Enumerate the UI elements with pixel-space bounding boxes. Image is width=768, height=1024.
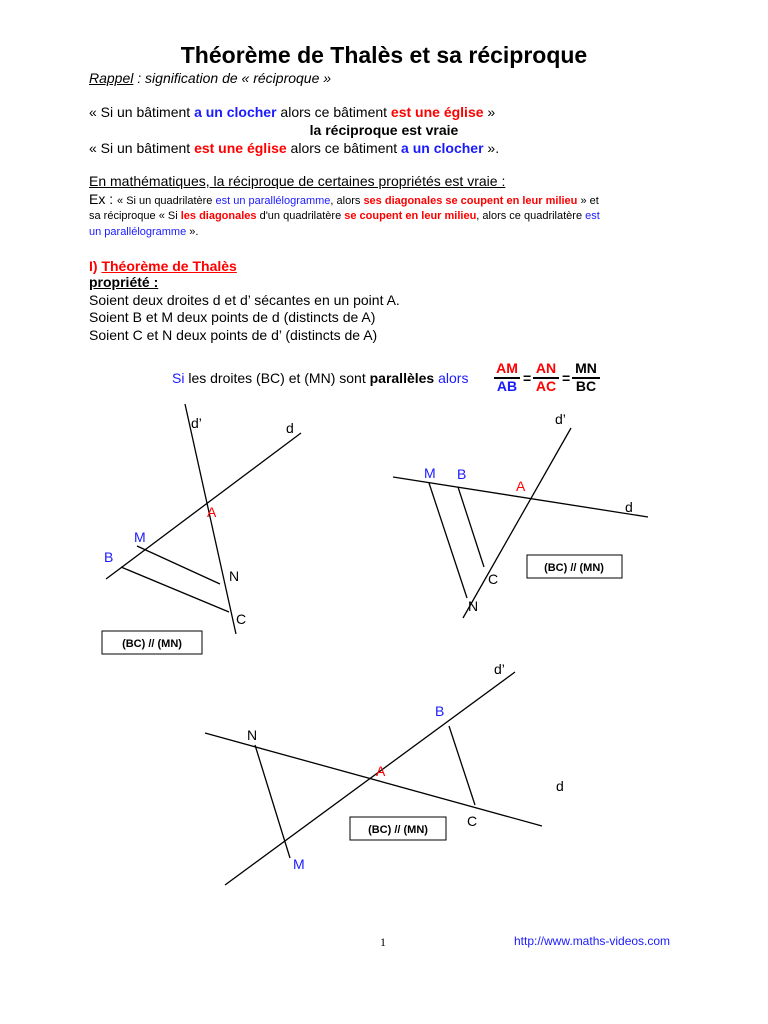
fig1-label-d: d <box>286 420 294 436</box>
fig2-label-b: B <box>457 466 467 482</box>
text-span: , alors ce quadrilatère <box>476 210 586 222</box>
fig1-segment-bc <box>121 567 229 612</box>
fig1-line-d <box>106 433 301 579</box>
highlight-blue: a un clocher <box>194 104 277 120</box>
fig2-label-m: M <box>424 465 436 481</box>
fraction-1-numerator: AM <box>496 360 518 376</box>
fig2-label-a: A <box>516 478 526 494</box>
highlight-red: est une église <box>390 104 484 120</box>
fig3-label-d-prime: d’ <box>494 661 505 677</box>
fig2-label-d: d <box>625 499 633 515</box>
text-span: » <box>483 104 496 120</box>
eglise-verdict: la réciproque est vraie <box>309 122 459 138</box>
fig1-label-a: A <box>207 504 217 520</box>
fraction-3-numerator: MN <box>575 360 597 376</box>
highlight-blue: un parallélogramme <box>89 226 187 238</box>
fig2-segment-mn <box>429 483 467 598</box>
rappel-text: signification de « réciproque » <box>145 70 332 86</box>
fraction-2-numerator: AN <box>535 360 557 376</box>
text-span: « Si un bâtiment <box>89 140 195 156</box>
fig3-label-d: d <box>556 778 564 794</box>
fig3-segment-mn <box>255 745 290 858</box>
fig1-parallel-text: (BC) // (MN) <box>122 638 182 650</box>
fig2-segment-bc <box>458 487 484 567</box>
text-span: ». <box>483 140 500 156</box>
fig3-label-n: N <box>247 727 258 743</box>
highlight-red: se coupent en leur milieu <box>344 210 477 222</box>
highlight-blue: a un clocher <box>401 140 484 156</box>
page-title: Théorème de Thalès et sa réciproque <box>180 42 588 68</box>
fraction-1-denominator: AB <box>496 378 518 394</box>
highlight-red: ses diagonales se coupent en leur milieu <box>363 195 578 207</box>
text-span: sa réciproque « Si <box>89 210 181 222</box>
text-span: les droites (BC) et (MN) sont <box>184 370 370 386</box>
fig3-label-m: M <box>293 856 305 872</box>
equals-2: = <box>562 370 571 386</box>
fig2-line-d-prime <box>463 428 571 618</box>
text-span: d'un quadrilatère <box>256 210 345 222</box>
paralleles-word: parallèles <box>369 370 435 386</box>
rappel-sep: : <box>133 70 146 86</box>
fraction-2-denominator: AC <box>535 378 557 394</box>
text-span: ». <box>186 226 199 238</box>
fig3-label-a: A <box>376 763 386 779</box>
fig3-label-b: B <box>435 703 445 719</box>
property-line-1: Soient deux droites d et d’ sécantes en un point A. <box>89 292 400 308</box>
property-label: propriété : <box>89 274 159 290</box>
fig1-label-b: B <box>104 549 114 565</box>
text-span: alors ce bâtiment <box>276 104 391 120</box>
fraction-3-denominator: BC <box>575 378 597 394</box>
page-number: 1 <box>380 935 386 949</box>
section-number: I) <box>89 258 102 274</box>
highlight-blue: est <box>585 210 600 222</box>
highlight-red: les diagonales <box>180 210 257 222</box>
section-title: Théorème de Thalès <box>101 258 237 274</box>
text-span: , alors <box>330 195 364 207</box>
text-span: « Si un quadrilatère <box>117 195 216 207</box>
fig2-label-d-prime: d’ <box>555 411 566 427</box>
property-line-2: Soient B et M deux points de d (distincts de A) <box>89 309 376 325</box>
fig1-label-m: M <box>134 529 146 545</box>
highlight-red: est une église <box>194 140 287 156</box>
fig1-label-c: C <box>236 611 247 627</box>
equals-1: = <box>523 370 532 386</box>
fig3-parallel-text: (BC) // (MN) <box>368 824 428 836</box>
rappel-label: Rappel <box>89 70 134 86</box>
text-span: » et <box>577 195 599 207</box>
text-span: alors ce bâtiment <box>286 140 402 156</box>
fig3-segment-bc <box>449 726 475 805</box>
fig1-label-n: N <box>229 568 240 584</box>
property-line-3: Soient C et N deux points de d’ (distincts de A) <box>89 327 378 343</box>
fig2-parallel-text: (BC) // (MN) <box>544 562 604 574</box>
alors-word: alors <box>434 370 469 386</box>
maths-intro: En mathématiques, la réciproque de certaines propriétés est vraie : <box>89 173 506 189</box>
fig2-label-n: N <box>468 598 479 614</box>
si-word: Si <box>172 370 185 386</box>
ex-label: Ex : <box>89 191 118 207</box>
footer-link[interactable]: http://www.maths-videos.com <box>514 934 671 948</box>
fig1-label-d-prime: d’ <box>191 415 202 431</box>
text-span: « Si un bâtiment <box>89 104 195 120</box>
highlight-blue: est un parallélogramme <box>215 195 331 207</box>
fig3-label-c: C <box>467 813 478 829</box>
fig2-label-c: C <box>488 571 499 587</box>
